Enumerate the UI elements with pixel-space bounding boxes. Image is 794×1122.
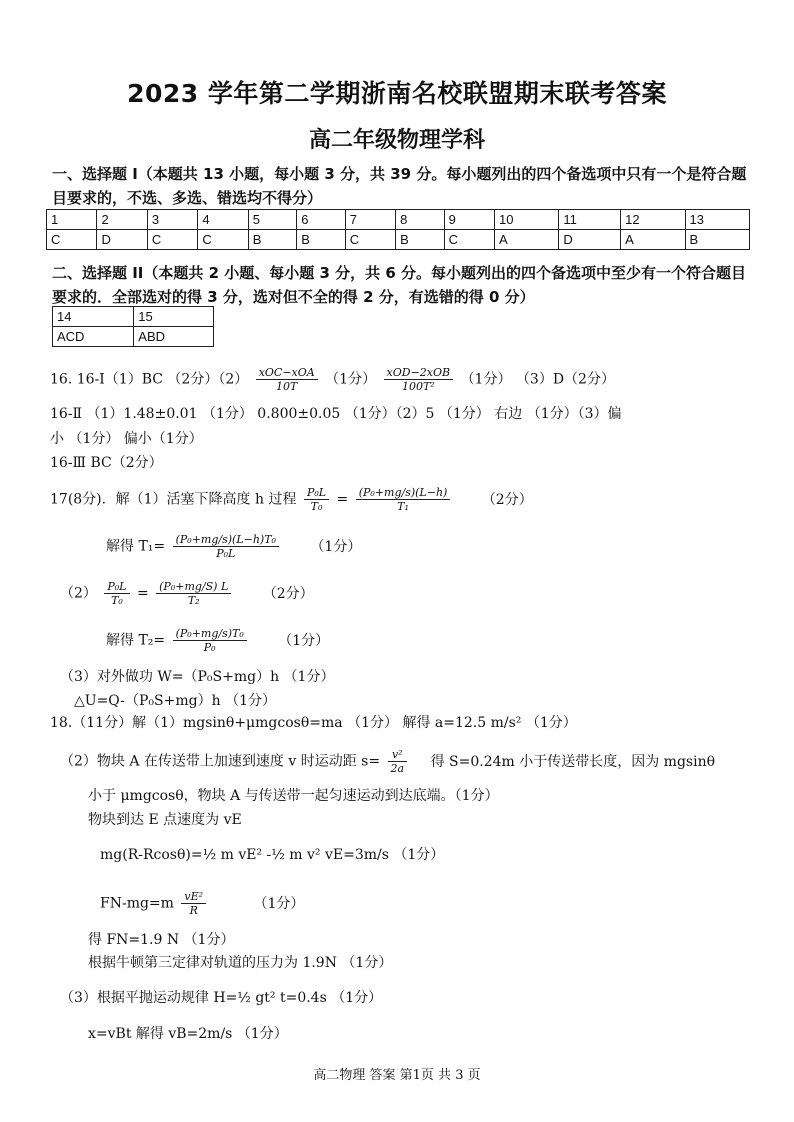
table-cell: A — [621, 230, 685, 250]
table-cell: D — [97, 230, 147, 250]
fraction-numerator: xOD−2xOB — [384, 366, 454, 380]
score-label: （1分） — [310, 538, 362, 555]
table-cell: C — [444, 230, 494, 250]
section1-answer-row — [47, 230, 750, 250]
score-label: （1分） — [278, 632, 330, 649]
q17-fraction — [356, 486, 451, 513]
q17-line1-text: 17(8分)．解（1）活塞下降高度 h 过程 — [50, 491, 297, 508]
fraction-numerator: (P₀+mg/s)(L−h) — [356, 486, 451, 500]
table-cell: 12 — [621, 210, 685, 230]
section1-answer-table — [46, 209, 750, 250]
q18-line8: 根据牛顿第三定律对轨道的压力为 1.9N （1分） — [88, 955, 393, 971]
q18-line2 — [60, 748, 715, 775]
score-label: （2分） — [481, 491, 533, 508]
table-cell: 9 — [444, 210, 494, 230]
fraction-denominator: 100T² — [401, 380, 435, 393]
table-cell: C — [345, 230, 395, 250]
fraction-denominator: T₀ — [310, 500, 323, 513]
fraction-denominator: 2a — [390, 762, 405, 775]
equals-sign: = — [136, 585, 149, 602]
page-subtitle: 高二年级物理学科 — [308, 128, 485, 153]
table-cell: 6 — [297, 210, 345, 230]
fraction-numerator: P₀L — [304, 486, 329, 500]
q17-line5: （3）对外做功 W=（P₀S+mg）h （1分） — [60, 669, 335, 685]
table-cell: 15 — [134, 307, 214, 327]
q17-line2 — [106, 533, 361, 560]
table-cell: 4 — [198, 210, 248, 230]
fraction-denominator: 10T — [276, 380, 298, 393]
section1-number-row — [47, 210, 750, 230]
q18-line9: （3）根据平抛运动规律 H=½ gt² t=0.4s （1分） — [60, 990, 383, 1006]
score-label: （1分） — [253, 895, 305, 912]
table-cell: B — [685, 230, 750, 250]
q18-line2-text-b: 得 S=0.24m 小于传送带长度，因为 mgsinθ — [430, 753, 716, 770]
q16-part1-text-b: （1分） — [325, 371, 377, 388]
q16-part1-text-c: （1分） （3）D（2分） — [460, 371, 615, 388]
fraction-denominator: R — [189, 904, 198, 917]
table-cell: 7 — [345, 210, 395, 230]
q18-line2-text-a: （2）物块 A 在传送带上加速到速度 v 时运动距 s= — [60, 753, 381, 770]
q18-line5: mg(R-Rcosθ)=½ m vE² -½ m v² vE=3m/s （1分） — [100, 847, 445, 863]
fraction-denominator: T₁ — [397, 500, 409, 513]
fraction-numerator: xOC−xOA — [256, 366, 318, 380]
fraction-numerator: (P₀+mg/S) L — [156, 580, 231, 594]
table-cell: B — [248, 230, 296, 250]
q18-line1: 18.（11分）解（1）mgsinθ+μmgcosθ=ma （1分） 解得 a=12.5 m/s² （1分） — [50, 715, 577, 731]
q17-fraction — [304, 486, 329, 513]
fraction-denominator: T₂ — [187, 594, 200, 607]
q17-line3-text: （2） — [60, 585, 97, 602]
fraction-denominator: P₀L — [216, 547, 236, 560]
q18-fraction — [388, 748, 408, 775]
table-cell: B — [396, 230, 444, 250]
page-title: 2023 学年第二学期浙南名校联盟期末联考答案 — [127, 79, 667, 108]
table-cell: 5 — [248, 210, 296, 230]
q17-line6: △U=Q-（P₀S+mg）h （1分） — [74, 693, 276, 709]
table-cell: 13 — [685, 210, 750, 230]
fraction-numerator: (P₀+mg/s)T₀ — [173, 627, 247, 641]
section1-heading: 一、选择题 I（本题共 13 小题，每小题 3 分，共 39 分。每小题列出的四个备选项中只有一个是符合题目要求的，不选、多选、错选均不得分） — [52, 165, 747, 207]
table-cell: 14 — [53, 307, 134, 327]
q16-part1-text-a: 16. 16-Ⅰ（1）BC （2分）（2） — [50, 371, 249, 388]
q18-fraction — [181, 890, 206, 917]
q16-part3: 16-Ⅲ BC（2分） — [50, 455, 163, 471]
table-cell: C — [147, 230, 197, 250]
q17-line4-text: 解得 T₂= — [106, 632, 166, 649]
section2-heading: 二、选择题 II（本题共 2 小题、每小题 3 分，共 6 分。每小题列出的四个备选项中至少有一个符合题目要求的．全部选对的得 3 分，选对但不全的得 2 分，有选错的得 0 分） — [52, 264, 747, 306]
table-cell: ABD — [134, 327, 214, 347]
q16-fraction-1 — [256, 366, 318, 393]
q16-part2-line2: 小 （1分） 偏小（1分） — [50, 431, 203, 447]
table-cell: 8 — [396, 210, 444, 230]
q17-line1 — [50, 486, 533, 513]
q17-line3 — [60, 580, 314, 607]
q17-fraction — [173, 533, 279, 560]
fraction-numerator: P₀L — [104, 580, 129, 594]
q17-line2-text: 解得 T₁= — [106, 538, 166, 555]
section2-answer-table — [52, 306, 214, 347]
section2-number-row — [53, 307, 214, 327]
table-cell: A — [495, 230, 559, 250]
q18-line6 — [100, 890, 304, 917]
equals-sign: = — [336, 491, 349, 508]
q17-fraction — [104, 580, 129, 607]
table-cell: 3 — [147, 210, 197, 230]
table-cell: 1 — [47, 210, 97, 230]
table-cell: ACD — [53, 327, 134, 347]
table-cell: 2 — [97, 210, 147, 230]
fraction-denominator: P₀ — [203, 641, 216, 654]
q17-fraction — [173, 627, 247, 654]
table-cell: B — [297, 230, 345, 250]
q17-fraction — [156, 580, 231, 607]
section2-answer-row — [53, 327, 214, 347]
q16-part1 — [50, 366, 615, 393]
q18-line3: 小于 μmgcosθ，物块 A 与传送带一起匀速运动到达底端。（1分） — [88, 788, 499, 804]
q16-fraction-2 — [384, 366, 454, 393]
table-cell: 11 — [559, 210, 621, 230]
q18-line4: 物块到达 E 点速度为 vE — [88, 812, 242, 828]
fraction-numerator: (P₀+mg/s)(L−h)T₀ — [173, 533, 279, 547]
fraction-denominator: T₀ — [111, 594, 123, 607]
table-cell: C — [47, 230, 97, 250]
q16-part2-line1: 16-Ⅱ （1）1.48±0.01 （1分） 0.800±0.05 （1分）（2）5 （1分） 右边 （1分）（3）偏 — [50, 406, 622, 422]
q17-line4 — [106, 627, 329, 654]
q18-line10: x=vBt 解得 vB=2m/s （1分） — [88, 1026, 288, 1042]
q18-line7: 得 FN=1.9 N （1分） — [88, 932, 235, 948]
table-cell: D — [559, 230, 621, 250]
q18-line6-text: FN-mg=m — [100, 895, 174, 912]
table-cell: 10 — [495, 210, 559, 230]
page-footer: 高二物理 答案 第1页 共 3 页 — [313, 1068, 481, 1083]
score-label: （2分） — [262, 585, 314, 602]
fraction-numerator: v² — [388, 748, 408, 762]
table-cell: C — [198, 230, 248, 250]
fraction-numerator: vE² — [181, 890, 206, 904]
